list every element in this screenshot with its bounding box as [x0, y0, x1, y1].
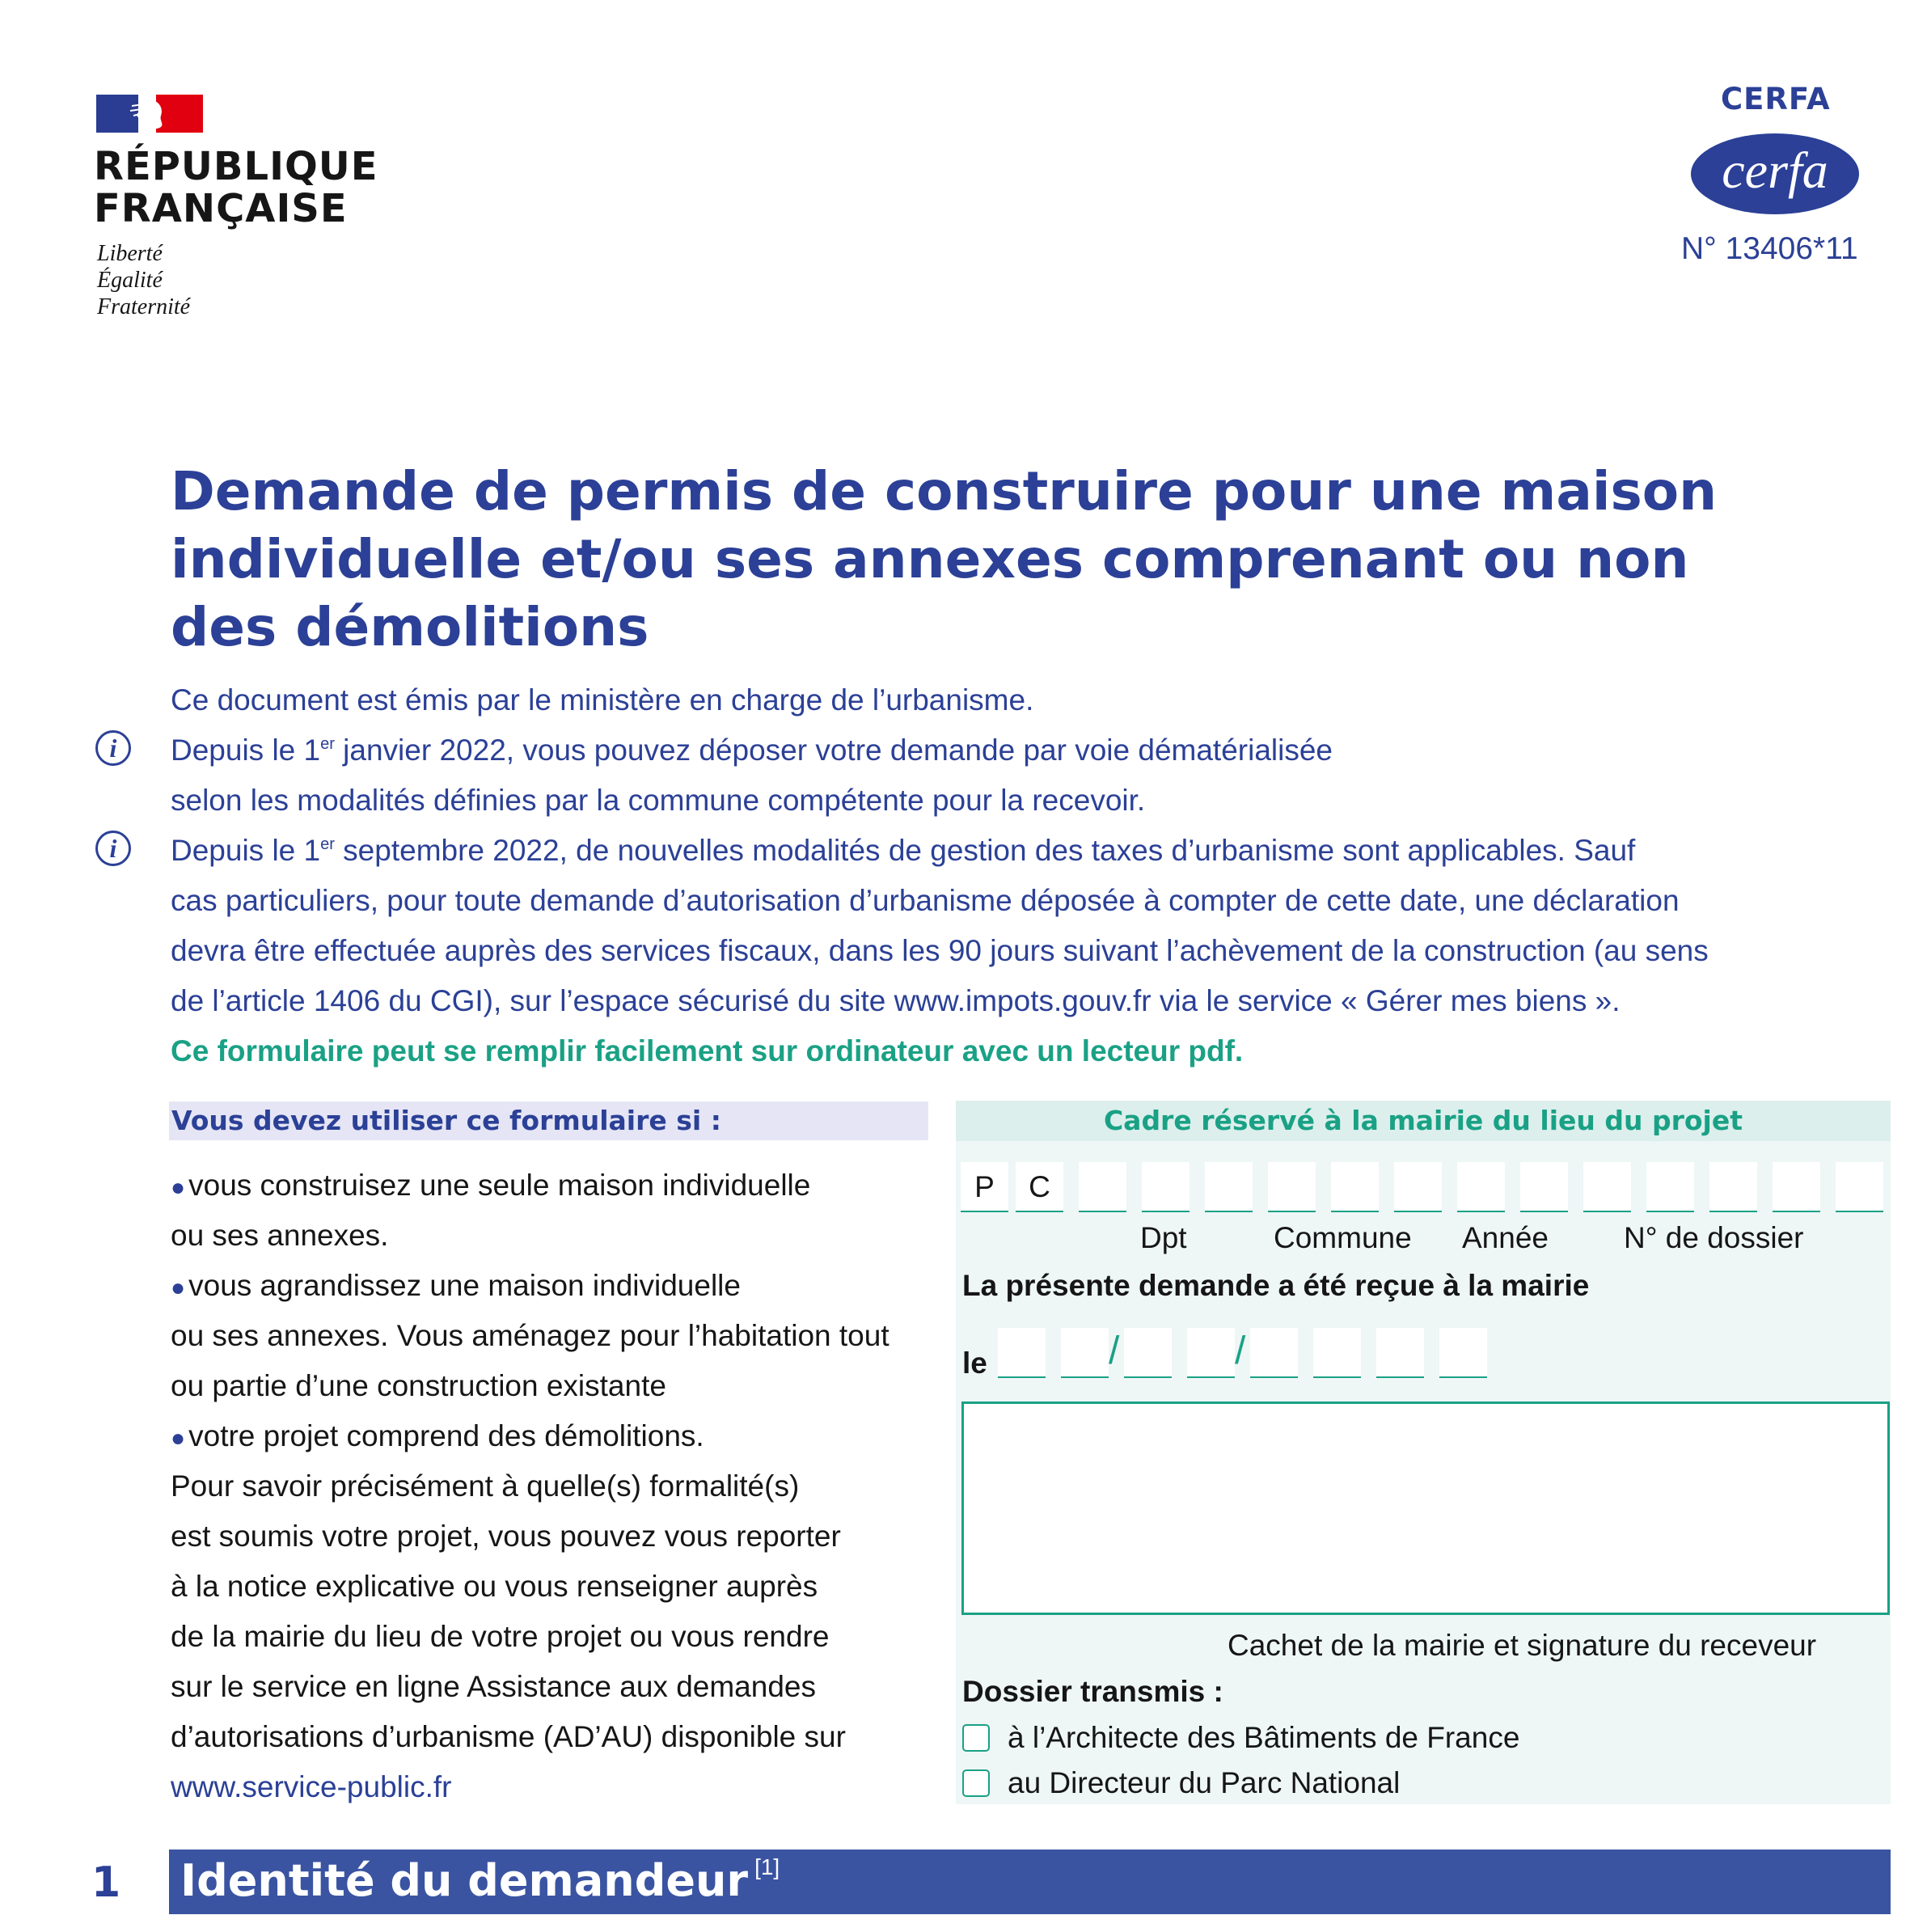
- date-cell-year[interactable]: [1439, 1328, 1487, 1378]
- info-2-line-4: de l’article 1406 du CGI), sur l’espace sécurisé du site www.impots.gouv.fr via le service « Gérer mes biens ».: [171, 984, 1621, 1017]
- republic-line-1: RÉPUBLIQUE: [94, 144, 378, 189]
- cerfa-label: CERFA: [1721, 82, 1831, 116]
- section-number: 1: [91, 1858, 121, 1907]
- motto-liberte: Liberté: [97, 241, 163, 266]
- bullet-item-cont: ou ses annexes. Vous aménagez pour l’habitation tout: [171, 1319, 890, 1352]
- dossier-cell-number[interactable]: [1646, 1162, 1694, 1212]
- label-commune: Commune: [1274, 1221, 1412, 1254]
- reception-label: La présente demande a été reçue à la mairie: [962, 1269, 1590, 1302]
- dossier-transmitted-label: Dossier transmis :: [962, 1675, 1223, 1708]
- dossier-cell-number[interactable]: [1773, 1162, 1820, 1212]
- usage-conditions-header: Vous devez utiliser ce formulaire si :: [169, 1101, 928, 1140]
- dossier-cell-annee[interactable]: [1457, 1162, 1505, 1212]
- info-2-line-1: Depuis le 1er septembre 2022, de nouvelles modalités de gestion des taxes d’urbanisme sont applicables. Sauf: [171, 834, 1636, 867]
- date-separator: /: [1235, 1330, 1246, 1372]
- dossier-cell-dpt[interactable]: [1142, 1162, 1190, 1212]
- info-paragraph-line: sur le service en ligne Assistance aux demandes: [171, 1670, 816, 1703]
- info-paragraph-line: à la notice explicative ou vous renseigner auprès: [171, 1570, 818, 1603]
- date-separator: /: [1109, 1330, 1120, 1372]
- stamp-caption: Cachet de la mairie et signature du receveur: [1228, 1629, 1817, 1662]
- cerfa-logo: [1689, 129, 1861, 218]
- info-2-line-2: cas particuliers, pour toute demande d’autorisation d’urbanisme déposée à compter de cette date, une déclaration: [171, 884, 1680, 917]
- architecte-label: à l’Architecte des Bâtiments de France: [1008, 1721, 1520, 1754]
- date-cell-year[interactable]: [1376, 1328, 1424, 1378]
- mairie-reserved-header: Cadre réservé à la mairie du lieu du projet: [956, 1101, 1891, 1141]
- bullet-item: ● votre projet comprend des démolitions.: [171, 1419, 704, 1452]
- parc-national-checkbox[interactable]: [962, 1769, 990, 1797]
- section-1-title: Identité du demandeur: [180, 1855, 749, 1906]
- republic-motto: [97, 240, 190, 320]
- parc-national-label: au Directeur du Parc National: [1008, 1766, 1401, 1799]
- marianne-icon: [129, 95, 171, 133]
- date-cell-day[interactable]: [998, 1328, 1046, 1378]
- dossier-cell-dpt[interactable]: [1079, 1162, 1126, 1212]
- dossier-cell-p: P: [961, 1162, 1008, 1212]
- date-cell-month[interactable]: [1187, 1328, 1235, 1378]
- page-title: [171, 458, 1788, 662]
- dossier-cell-number[interactable]: [1583, 1162, 1631, 1212]
- dossier-cell-commune[interactable]: [1205, 1162, 1253, 1212]
- motto-fraternite: Fraternité: [97, 294, 191, 319]
- dossier-cell-annee[interactable]: [1520, 1162, 1568, 1212]
- info-circle-icon: i: [95, 730, 131, 766]
- title-line-2: individuelle et/ou ses annexes comprenant ou non: [171, 528, 1689, 590]
- republique-francaise-logo: [96, 95, 203, 133]
- republique-francaise-name: [94, 146, 378, 230]
- service-public-link[interactable]: www.service-public.fr: [171, 1770, 452, 1803]
- title-line-1: Demande de permis de construire pour une maison: [171, 460, 1718, 522]
- info-1-line-2: selon les modalités définies par la commune compétente pour la recevoir.: [171, 784, 1146, 817]
- date-cell-month[interactable]: [1124, 1328, 1172, 1378]
- dossier-cell-number[interactable]: [1709, 1162, 1757, 1212]
- dossier-cell-c: C: [1016, 1162, 1063, 1212]
- cerfa-logo-text: cerfa: [1722, 142, 1828, 199]
- label-dossier: N° de dossier: [1624, 1221, 1804, 1254]
- stamp-signature-box[interactable]: [961, 1401, 1890, 1615]
- info-1-line-1: Depuis le 1er janvier 2022, vous pouvez déposer votre demande par voie dématérialisée: [171, 733, 1333, 767]
- info-circle-icon: i: [95, 831, 131, 866]
- cerfa-number: N° 13406*11: [1681, 231, 1858, 266]
- bullet-item: ● vous agrandissez une maison individuelle: [171, 1269, 741, 1302]
- section-1-header: [169, 1850, 1891, 1914]
- label-dpt: Dpt: [1140, 1221, 1187, 1254]
- dossier-cell-number[interactable]: [1836, 1162, 1883, 1212]
- date-prefix-label: le: [962, 1346, 987, 1380]
- info-2-line-3: devra être effectuée auprès des services fiscaux, dans les 90 jours suivant l’achèvement de la construction (au sens: [171, 934, 1709, 967]
- dossier-cell-commune[interactable]: [1331, 1162, 1379, 1212]
- info-paragraph-line: de la mairie du lieu de votre projet ou vous rendre: [171, 1620, 830, 1653]
- info-paragraph-line: est soumis votre projet, vous pouvez vous reporter: [171, 1520, 841, 1553]
- motto-egalite: Égalité: [97, 268, 163, 293]
- info-paragraph-line: Pour savoir précisément à quelle(s) formalité(s): [171, 1469, 800, 1503]
- option-architecte[interactable]: [962, 1721, 1519, 1755]
- dossier-cell-commune[interactable]: [1268, 1162, 1316, 1212]
- bullet-item-cont: ou partie d’une construction existante: [171, 1369, 666, 1402]
- architecte-checkbox[interactable]: [962, 1724, 990, 1752]
- intro-line-1: Ce document est émis par le ministère en charge de l’urbanisme.: [171, 683, 1034, 717]
- info-paragraph-line: d’autorisations d’urbanisme (AD’AU) disponible sur: [171, 1720, 846, 1753]
- title-line-3: des démolitions: [171, 596, 649, 658]
- date-cell-year[interactable]: [1313, 1328, 1361, 1378]
- fillable-pdf-note: Ce formulaire peut se remplir facilement sur ordinateur avec un lecteur pdf.: [171, 1034, 1244, 1067]
- date-cell-day[interactable]: [1061, 1328, 1109, 1378]
- label-annee: Année: [1462, 1221, 1549, 1254]
- bullet-item: ● vous construisez une seule maison individuelle: [171, 1169, 811, 1202]
- bullet-item-cont: ou ses annexes.: [171, 1219, 389, 1252]
- option-parc-national[interactable]: [962, 1766, 1400, 1800]
- dossier-cell-commune[interactable]: [1394, 1162, 1442, 1212]
- republic-line-2: FRANÇAISE: [94, 186, 348, 231]
- date-cell-year[interactable]: [1250, 1328, 1298, 1378]
- section-1-note: [1]: [754, 1854, 780, 1879]
